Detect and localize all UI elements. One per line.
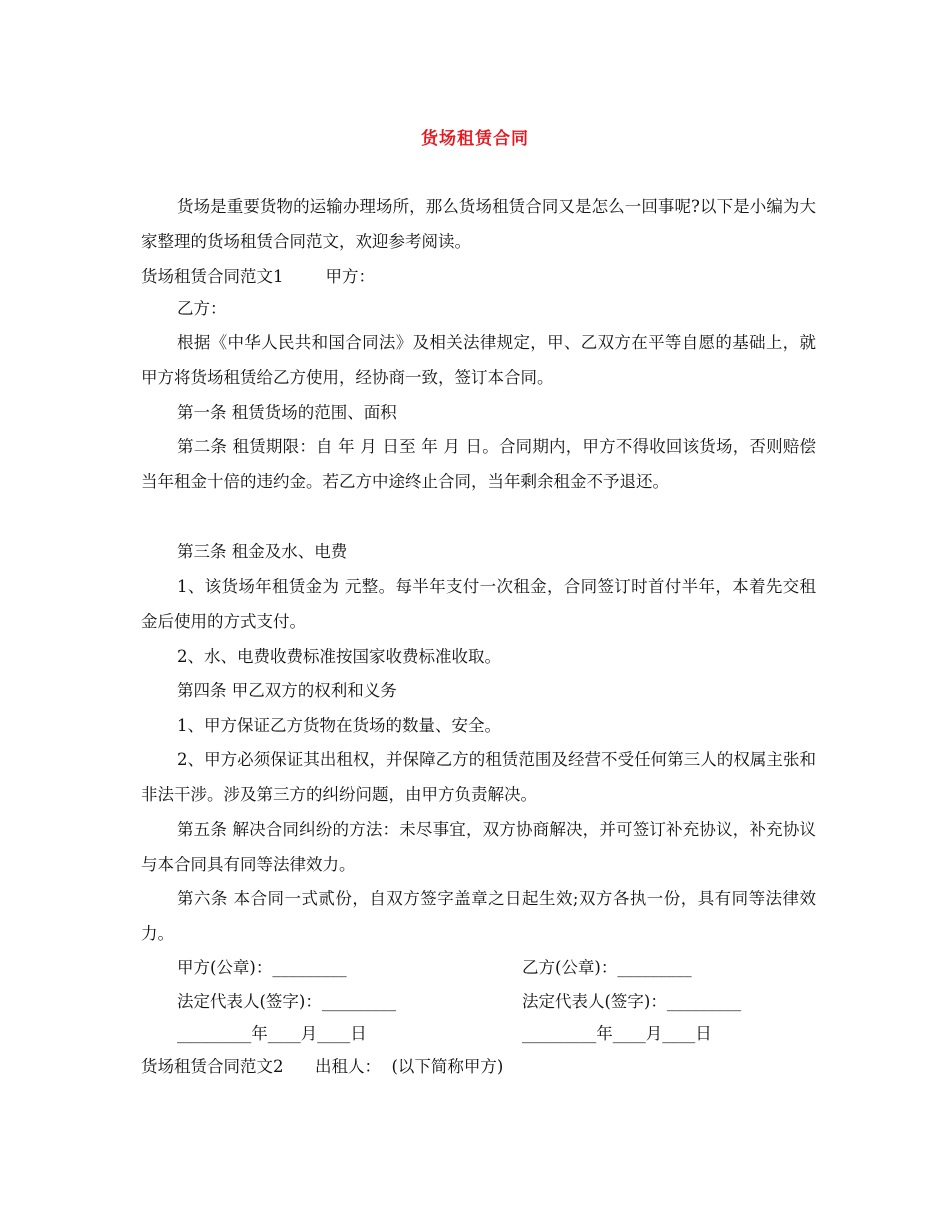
article-4-item-1: 1、甲方保证乙方货物在货场的数量、安全。 — [177, 716, 501, 735]
party-b-seal: 乙方(公章)：_________ — [522, 958, 692, 977]
article-3: 第三条 租金及水、电费 — [177, 542, 348, 561]
sample1-header: 货场租赁合同范文1 甲方： — [141, 267, 375, 286]
sample2-header: 货场租赁合同范文2 出租人： (以下简称甲方) — [141, 1057, 504, 1076]
intro-paragraph: 货场是重要货物的运输办理场所，那么货场租赁合同又是怎么一回事呢?以下是小编为大家整理的货场租赁合同范文，欢迎参考阅读。 — [141, 197, 816, 251]
party-b-representative: 法定代表人(签字)：_________ — [522, 992, 742, 1011]
article-6: 第六条 本合同一式贰份，自双方签字盖章之日起生效;双方各执一份，具有同等法律效力。 — [141, 889, 816, 943]
party-b-date: _________年____月____日 — [522, 1024, 712, 1043]
party-a-representative: 法定代表人(签字)：_________ — [177, 992, 397, 1011]
article-5: 第五条 解决合同纠纷的方法：未尽事宜，双方协商解决，并可签订补充协议，补充协议与本合同具有同等法律效力。 — [141, 820, 816, 874]
basis-paragraph: 根据《中华人民共和国合同法》及相关法律规定，甲、乙双方在平等自愿的基础上，就甲方将货场租赁给乙方使用，经协商一致，签订本合同。 — [141, 333, 816, 387]
party-a-date: _________年____月____日 — [177, 1024, 367, 1043]
party-a-seal: 甲方(公章)：_________ — [177, 958, 347, 977]
article-4: 第四条 甲乙双方的权利和义务 — [177, 681, 397, 700]
party-b-line: 乙方： — [177, 299, 227, 318]
article-2: 第二条 租赁期限：自 年 月 日至 年 月 日。合同期内，甲方不得收回该货场，否则赔偿当年租金十倍的违约金。若乙方中途终止合同，当年剩余租金不予退还。 — [141, 437, 816, 491]
article-3-item-1: 1、该货场年租赁金为 元整。每半年支付一次租金，合同签订时首付半年，本着先交租金后使用的方式支付。 — [141, 577, 816, 631]
article-1: 第一条 租赁货场的范围、面积 — [177, 403, 397, 422]
article-4-item-2: 2、甲方必须保证其出租权，并保障乙方的租赁范围及经营不受任何第三人的权属主张和非法干涉。涉及第三方的纠纷问题，由甲方负责解决。 — [141, 750, 816, 804]
article-3-item-2: 2、水、电费收费标准按国家收费标准收取。 — [177, 647, 501, 666]
document-title: 货场租赁合同 — [421, 129, 529, 149]
